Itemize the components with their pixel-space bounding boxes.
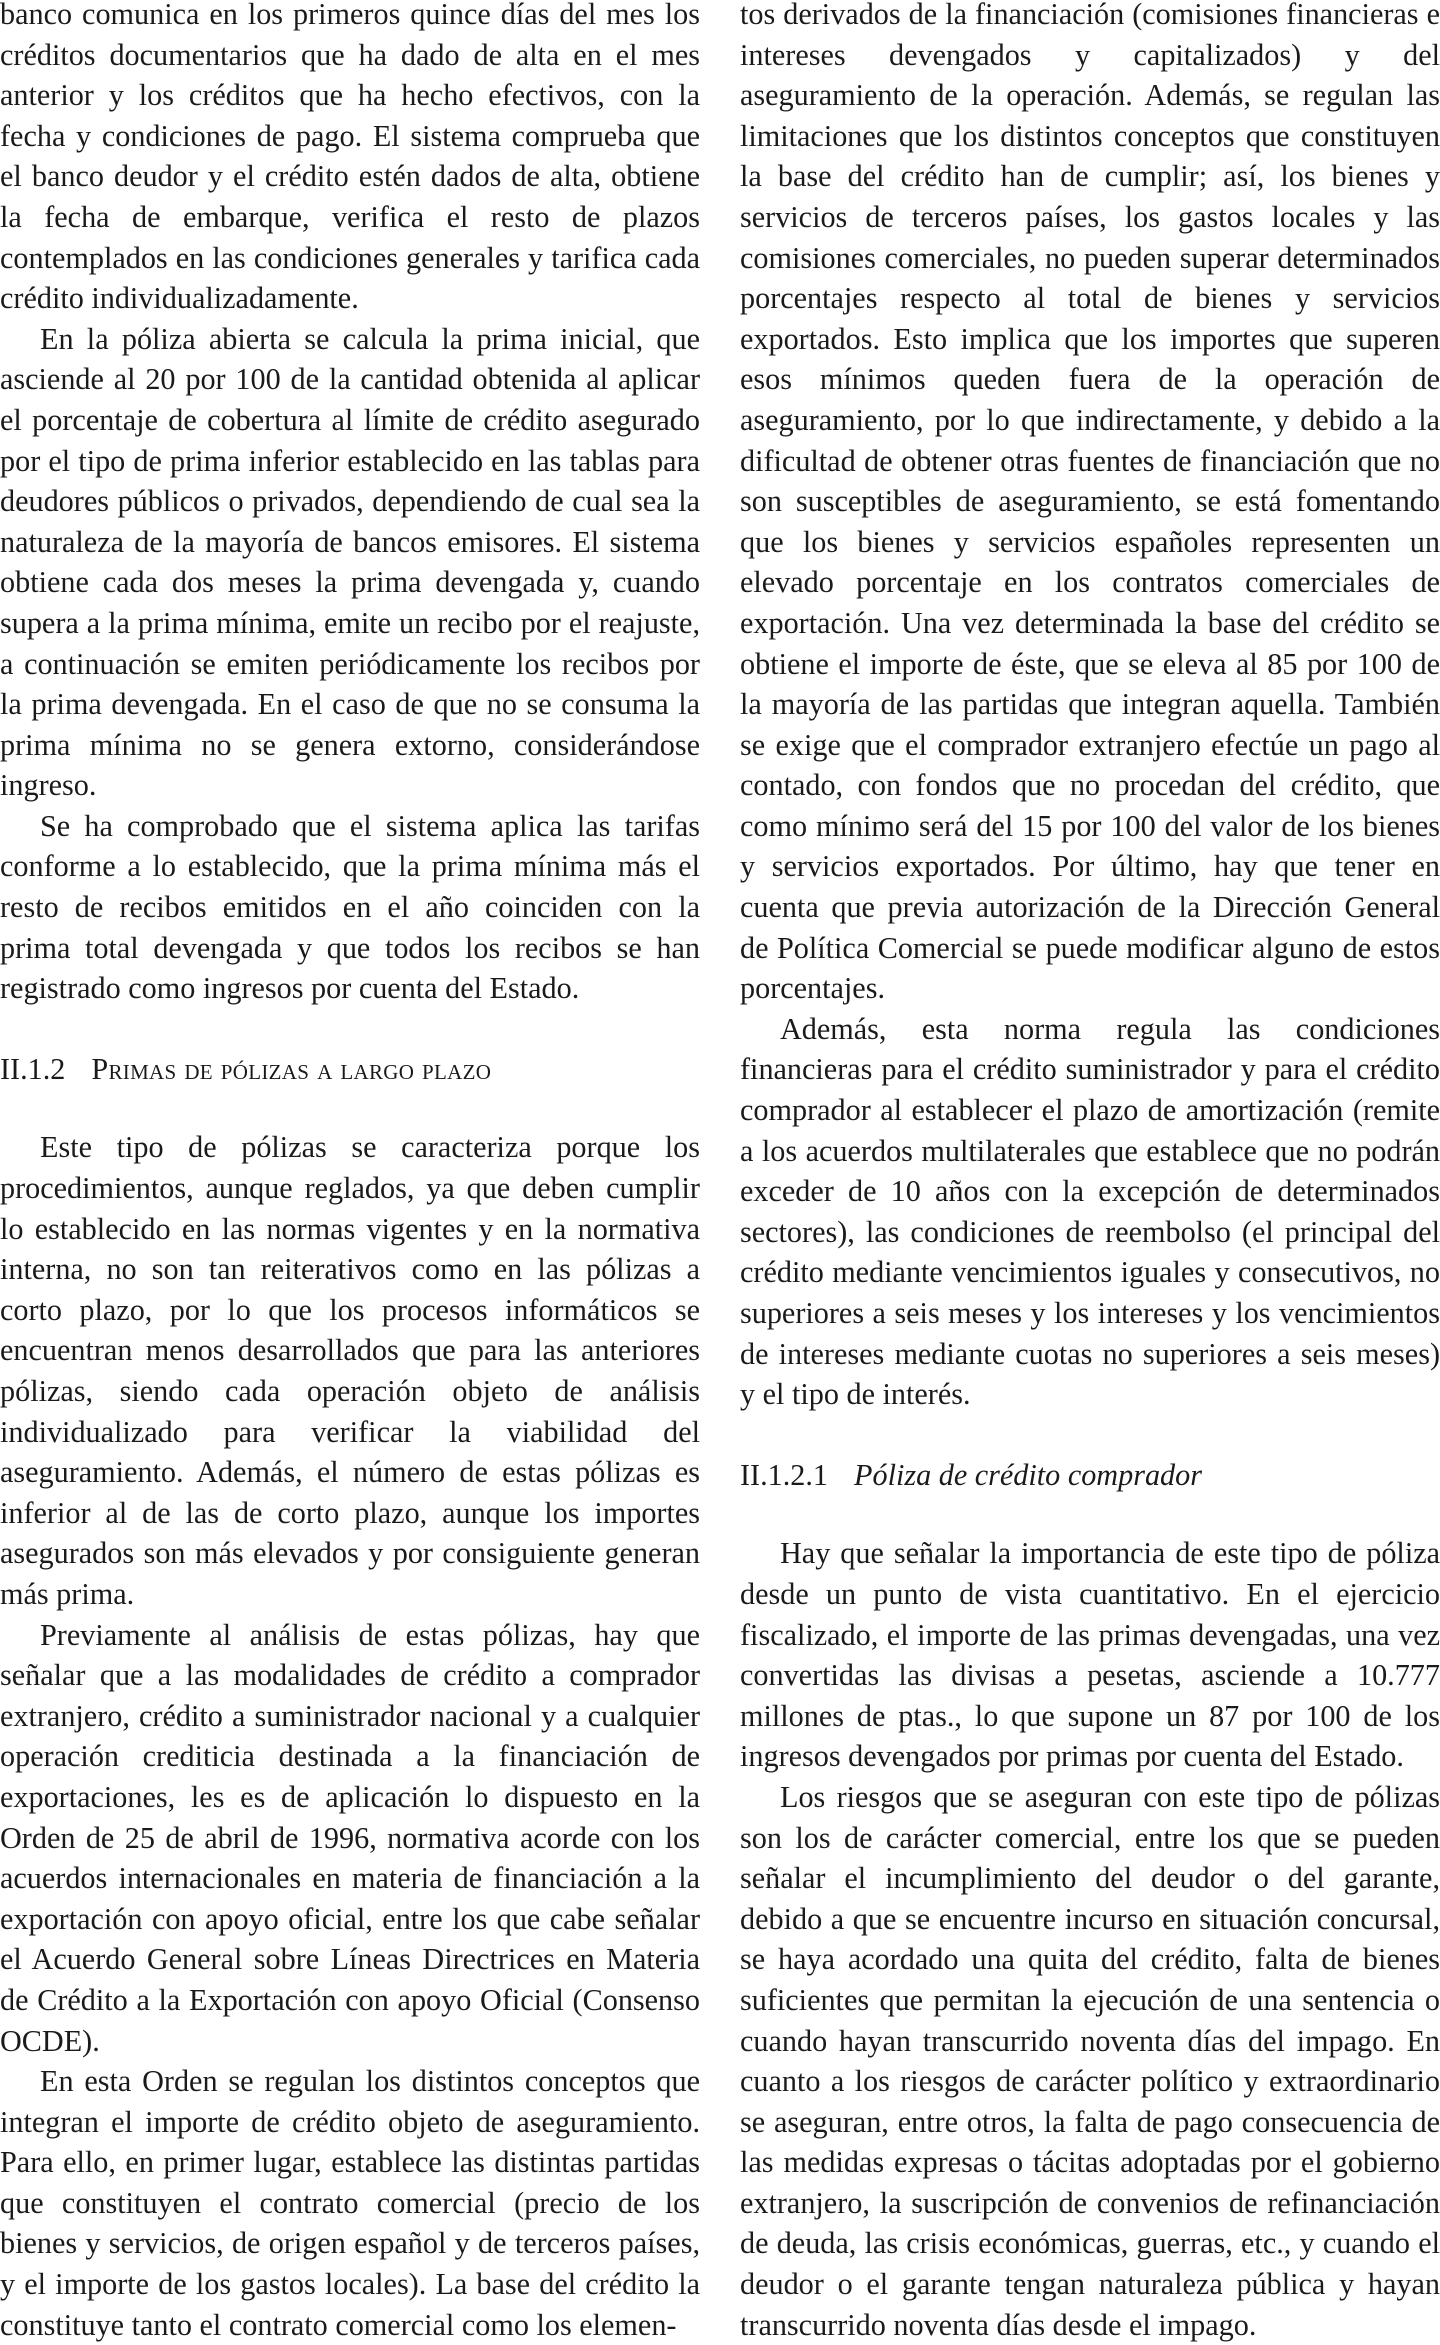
paragraph: En la póliza abierta se calcula la prima inicial, que asciende al 20 por 100 de la cantidad obtenida al aplicar el porcentaje de cobertura al límite de crédito asegurado por el tipo de prima inferior establecido en las tablas para deudores públicos o privados, dependiendo de cual sea la naturaleza de la mayoría de bancos emisores. El sistema obtiene cada dos meses la prima devengada y, cuando supera a la prima mínima, emite un recibo por el reajuste, a continuación se emiten periódicamente los recibos por la prima devengada. En el caso de que no se consuma la prima mínima no se genera extorno, considerándose ingreso. (0, 321, 700, 803)
section-number: II.1.2 (0, 1051, 66, 1086)
subsection-number: II.1.2.1 (740, 1457, 829, 1492)
right-column (740, 0, 1440, 2345)
section-heading (0, 1049, 700, 1090)
paragraph: En esta Orden se regulan los distintos conceptos que integran el importe de crédito objeto de aseguramiento. Para ello, en primer lugar, establece las distintas partidas que constituyen el contrato comercial (precio de los bienes y servicios, de origen español y de terceros países, y el importe de los gastos locales). La base del crédito la constituye tanto el contrato comercial como los elemen- (0, 2064, 700, 2342)
paragraph: Se ha comprobado que el sistema aplica las tarifas conforme a lo establecido, que la prima mínima más el resto de recibos emitidos en el año coinciden con la prima total devengada y que todos los recibos se han registrado como ingresos por cuenta del Estado. (0, 808, 700, 1006)
paragraph: Previamente al análisis de estas pólizas, hay que señalar que a las modalidades de crédito a comprador extranjero, crédito a suministrador nacional y a cualquier operación crediticia destinada a la financiación de exportaciones, les es de aplicación lo dispuesto en la Orden de 25 de abril de 1996, normativa acorde con los acuerdos internacionales en materia de financiación a la exportación con apoyo oficial, entre los que cabe señalar el Acuerdo General sobre Líneas Directrices en Materia de Crédito a la Exportación con apoyo Oficial (Consenso OCDE). (0, 1617, 700, 2058)
subsection-heading (740, 1455, 1440, 1496)
paragraph: Los riesgos que se aseguran con este tipo de pólizas son los de carácter comercial, entre los que se pueden señalar el incumplimiento del deudor o del garante, debido a que se encuentre incurso en situación concursal, se haya acordado una quita del crédito, falta de bienes suficientes que permitan la ejecución de una sentencia o cuando hayan transcurrido noventa días del impago. En cuanto a los riesgos de carácter político y extraordinario se aseguran, entre otros, la falta de pago consecuencia de las medidas expresas o tácitas adoptadas por el gobierno extranjero, la suscripción de convenios de refinanciación de deuda, las crisis económicas, guerras, etc., y cuando el deudor o el garante tengan naturaleza pública y hayan transcurrido noventa días desde el impago. (740, 1779, 1440, 2342)
paragraph: Hay que señalar la importancia de este tipo de póliza desde un punto de vista cuantitativo. En el ejercicio fiscalizado, el importe de las primas devengadas, una vez convertidas las divisas a pesetas, asciende a 10.777 millones de ptas., lo que supone un 87 por 100 de los ingresos devengados por primas por cuenta del Estado. (740, 1536, 1440, 1774)
paragraph: Además, esta norma regula las condiciones financieras para el crédito suministrador y para el crédito comprador al establecer el plazo de amortización (remite a los acuerdos multilaterales que establece que no podrán exceder de 10 años con la excepción de determinados sectores), las condiciones de reembolso (el principal del crédito mediante vencimientos iguales y consecutivos, no superiores a seis meses y los intereses y los vencimientos de intereses mediante cuotas no superiores a seis meses) y el tipo de interés. (740, 1011, 1440, 1412)
left-column (0, 0, 700, 2345)
section-title: Primas de pólizas a largo plazo (91, 1051, 492, 1086)
paragraph: banco comunica en los primeros quince días del mes los créditos documentarios que ha dado de alta en el mes anterior y los créditos que ha hecho efectivos, con la fecha y condiciones de pago. El sistema comprueba que el banco deudor y el crédito estén dados de alta, obtiene la fecha de embarque, verifica el resto de plazos contemplados en las condiciones generales y tarifica cada crédito individualizadamente. (0, 0, 700, 316)
paragraph: Este tipo de pólizas se caracteriza porque los procedimientos, aunque reglados, ya que deben cumplir lo establecido en las normas vigentes y en la normativa interna, no son tan reiterativos como en las pólizas a corto plazo, por lo que los procesos informáticos se encuentran menos desarrollados que para las anteriores pólizas, siendo cada operación objeto de análisis individualizado para verificar la viabilidad del aseguramiento. Además, el número de estas pólizas es inferior al de las de corto plazo, aunque los importes asegurados son más elevados y por consiguiente generan más prima. (0, 1130, 700, 1611)
paragraph: tos derivados de la financiación (comisiones financieras e intereses devengados y capitalizados) y del aseguramiento de la operación. Además, se regulan las limitaciones que los distintos conceptos que constituyen la base del crédito han de cumplir; así, los bienes y servicios de terceros países, los gastos locales y las comisiones comerciales, no pueden superar determinados porcentajes respecto al total de bienes y servicios exportados. Esto implica que los importes que superen esos mínimos queden fuera de la operación de aseguramiento, por lo que indirectamente, y debido a la dificultad de obtener otras fuentes de financiación que no son susceptibles de aseguramiento, se está fomentando que los bienes y servicios españoles representen un elevado porcentaje en los contratos comerciales de exportación. Una vez determinada la base del crédito se obtiene el importe de éste, que se eleva al 85 por 100 de la mayoría de las partidas que integran aquella. También se exige que el comprador extranjero efectúe un pago al contado, con fondos que no procedan del crédito, que como mínimo será del 15 por 100 del valor de los bienes y servicios exportados. Por último, hay que tener en cuenta que previa autorización de la Dirección General de Política Comercial se puede modificar alguno de estos porcentajes. (740, 0, 1440, 1006)
subsection-title: Póliza de crédito comprador (854, 1457, 1202, 1492)
